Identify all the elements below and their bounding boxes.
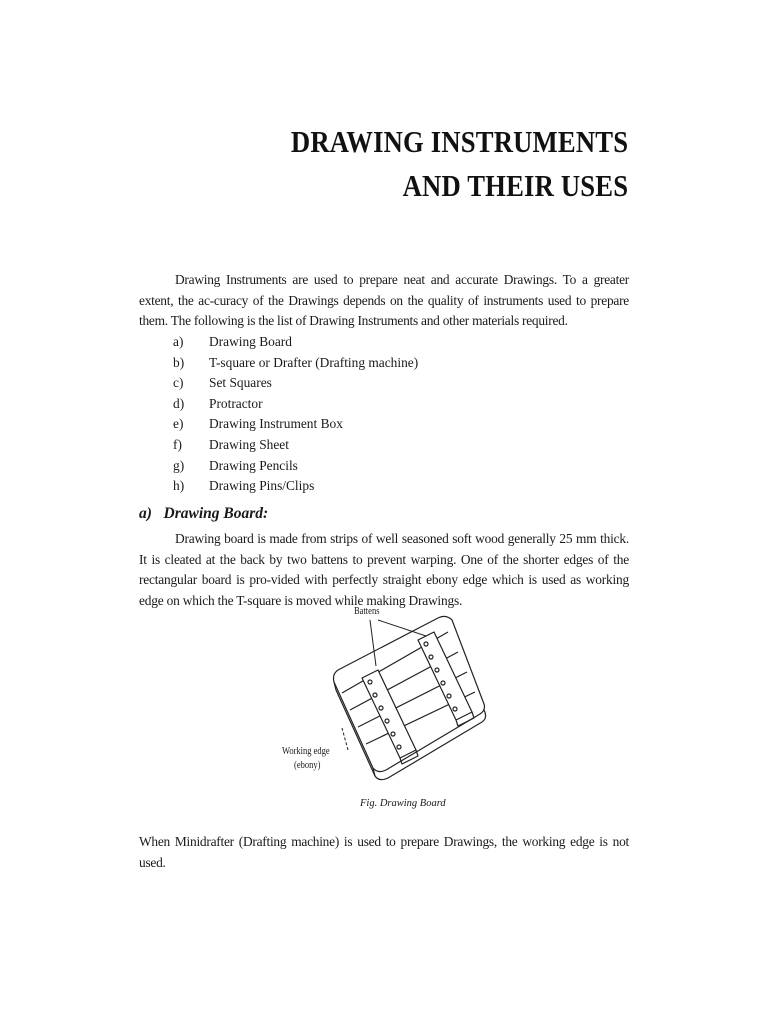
list-item: e) Drawing Instrument Box — [173, 416, 343, 432]
chapter-title-line-1: DRAWING INSTRUMENTS — [290, 124, 628, 159]
instrument-list — [173, 332, 418, 497]
drawing-board-figure — [278, 600, 518, 800]
list-item: d) Protractor — [173, 395, 263, 411]
ebony-label: (ebony) — [294, 760, 321, 771]
chapter-title-line-2: AND THEIR USES — [402, 168, 628, 203]
list-item: c) Set Squares — [173, 375, 272, 391]
intro-paragraph: Drawing Instruments are used to prepare neat and accurate Drawings. To a greater extent, the ac-curacy of the Drawings depends on the quality of instruments used to prepare them. The following is the list of Drawing Instruments and other materials required. — [139, 272, 629, 328]
drawing-board-paragraph: Drawing board is made from strips of well seasoned soft wood generally 25 mm thick. It is cleated at the back by two battens to prevent warping. One of the shorter edges of the rectangular board is pro-vided with perfectly straight ebony edge which is used as working edge on which the T-square is moved while making Drawings. — [139, 531, 629, 608]
list-item: h) Drawing Pins/Clips — [173, 478, 315, 494]
list-item: b) T-square or Drafter (Drafting machine) — [173, 354, 419, 370]
working-edge-label: Working edge — [282, 746, 330, 757]
list-item: f) Drawing Sheet — [173, 436, 289, 452]
list-item: a) Drawing Board — [173, 334, 292, 349]
list-item: g) Drawing Pencils — [173, 457, 298, 473]
battens-label: Battens — [354, 606, 380, 617]
section-heading-drawing-board: a) Drawing Board: — [139, 505, 269, 522]
closing-paragraph: When Minidrafter (Drafting machine) is used to prepare Drawings, the working edge is not used. — [139, 834, 629, 870]
chapter-title — [291, 120, 628, 208]
figure-caption: Fig. Drawing Board — [360, 798, 446, 809]
